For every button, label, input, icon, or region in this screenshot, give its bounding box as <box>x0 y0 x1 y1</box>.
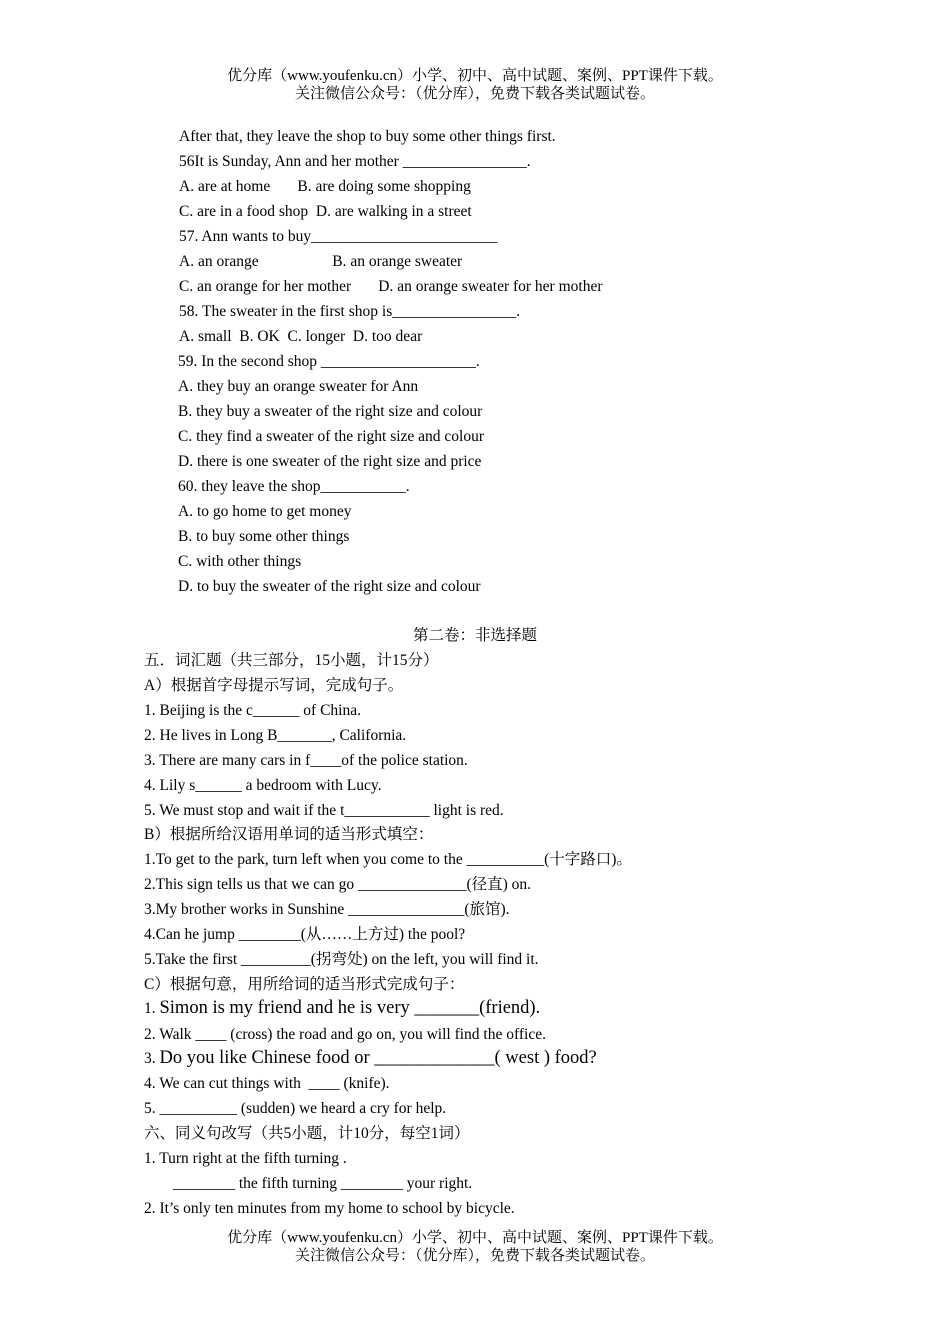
header-line-1: 优分库（www.youfenku.cn）小学、初中、高中试题、案例、PPT课件下载。 <box>227 68 723 84</box>
section-5b-item-3: 3.My brother works in Sunshine _______________(旅馆). <box>144 901 510 918</box>
item-number: 3. <box>144 1050 156 1067</box>
section-5a-item-3: 3. There are many cars in f____of the police station. <box>144 752 468 769</box>
section-6-question-2: 2. It’s only ten minutes from my home to school by bicycle. <box>144 1200 515 1217</box>
section-5b-item-1: 1.To get to the park, turn left when you come to the __________(十字路口)。 <box>144 851 632 868</box>
question-60-option-b: B. to buy some other things <box>178 528 350 545</box>
section-6-question-1: 1. Turn right at the fifth turning . <box>144 1150 347 1167</box>
section-5a-item-2: 2. He lives in Long B_______, California. <box>144 727 407 744</box>
question-57-stem: 57. Ann wants to buy________________________ <box>179 228 498 245</box>
section-5b-item-4: 4.Can he jump ________(从……上方过) the pool? <box>144 926 466 943</box>
section-5c-item-2: 2. Walk ____ (cross) the road and go on, you will find the office. <box>144 1026 546 1043</box>
header-line-2: 关注微信公众号：（优分库），免费下载各类试题试卷。 <box>294 86 655 102</box>
item-text: Do you like Chinese food or _____________( west ) food? <box>159 1048 597 1068</box>
question-56-stem: 56It is Sunday, Ann and her mother ________________. <box>179 153 531 170</box>
question-56-options-1: A. are at home B. are doing some shopping <box>179 178 471 195</box>
question-56-options-2: C. are in a food shop D. are walking in a street <box>179 203 472 220</box>
section-6-question-1-blanks: ________ the fifth turning ________ your right. <box>173 1175 473 1192</box>
section-5c-item-5: 5. __________ (sudden) we heard a cry for help. <box>144 1100 447 1117</box>
section-5b-title: B）根据所给汉语用单词的适当形式填空： <box>144 826 434 843</box>
question-59-option-d: D. there is one sweater of the right size and price <box>178 453 482 470</box>
footer-line-2: 关注微信公众号：（优分库），免费下载各类试题试卷。 <box>294 1248 655 1264</box>
question-60-stem: 60. they leave the shop___________. <box>178 478 410 495</box>
question-59-option-a: A. they buy an orange sweater for Ann <box>178 378 419 395</box>
question-57-options-1: A. an orange B. an orange sweater <box>179 253 463 270</box>
question-60-option-d: D. to buy the sweater of the right size and colour <box>178 578 481 595</box>
question-59-option-c: C. they find a sweater of the right size and colour <box>178 428 485 445</box>
section-5c-item-3 <box>144 1048 597 1069</box>
section-5-title: 五．词汇题（共三部分，15小题，计15分） <box>144 652 439 669</box>
question-58-options: A. small B. OK C. longer D. too dear <box>179 328 423 345</box>
part-2-title: 第二卷：非选择题 <box>412 627 537 644</box>
question-60-option-a: A. to go home to get money <box>178 503 352 520</box>
page-footer <box>0 1229 950 1265</box>
section-6-title: 六、同义句改写（共5小题，计10分，每空1词） <box>144 1125 470 1142</box>
section-5c-item-1 <box>144 998 540 1019</box>
item-number: 1. <box>144 1000 156 1017</box>
section-5b-item-2: 2.This sign tells us that we can go ______________(径直) on. <box>144 876 532 893</box>
question-57-options-2: C. an orange for her mother D. an orange sweater for her mother <box>179 278 603 295</box>
passage-last-sentence: After that, they leave the shop to buy some other things first. <box>179 128 556 145</box>
question-59-option-b: B. they buy a sweater of the right size and colour <box>178 403 483 420</box>
page-header <box>0 67 950 103</box>
question-60-option-c: C. with other things <box>178 553 302 570</box>
footer-line-1: 优分库（www.youfenku.cn）小学、初中、高中试题、案例、PPT课件下载。 <box>227 1230 723 1246</box>
section-5b-item-5: 5.Take the first _________(拐弯处) on the left, you will find it. <box>144 951 539 968</box>
section-5a-item-5: 5. We must stop and wait if the t___________ light is red. <box>144 802 504 819</box>
question-59-stem: 59. In the second shop ____________________. <box>178 353 480 370</box>
item-text: Simon is my friend and he is very _______(friend). <box>159 998 541 1018</box>
section-5a-item-4: 4. Lily s______ a bedroom with Lucy. <box>144 777 382 794</box>
question-58-stem: 58. The sweater in the first shop is________________. <box>179 303 521 320</box>
section-5c-item-4: 4. We can cut things with ____ (knife). <box>144 1075 390 1092</box>
section-5a-item-1: 1. Beijing is the c______ of China. <box>144 702 361 719</box>
section-5a-title: A）根据首字母提示写词，完成句子。 <box>144 677 404 694</box>
section-5c-title: C）根据句意，用所给词的适当形式完成句子： <box>144 976 465 993</box>
